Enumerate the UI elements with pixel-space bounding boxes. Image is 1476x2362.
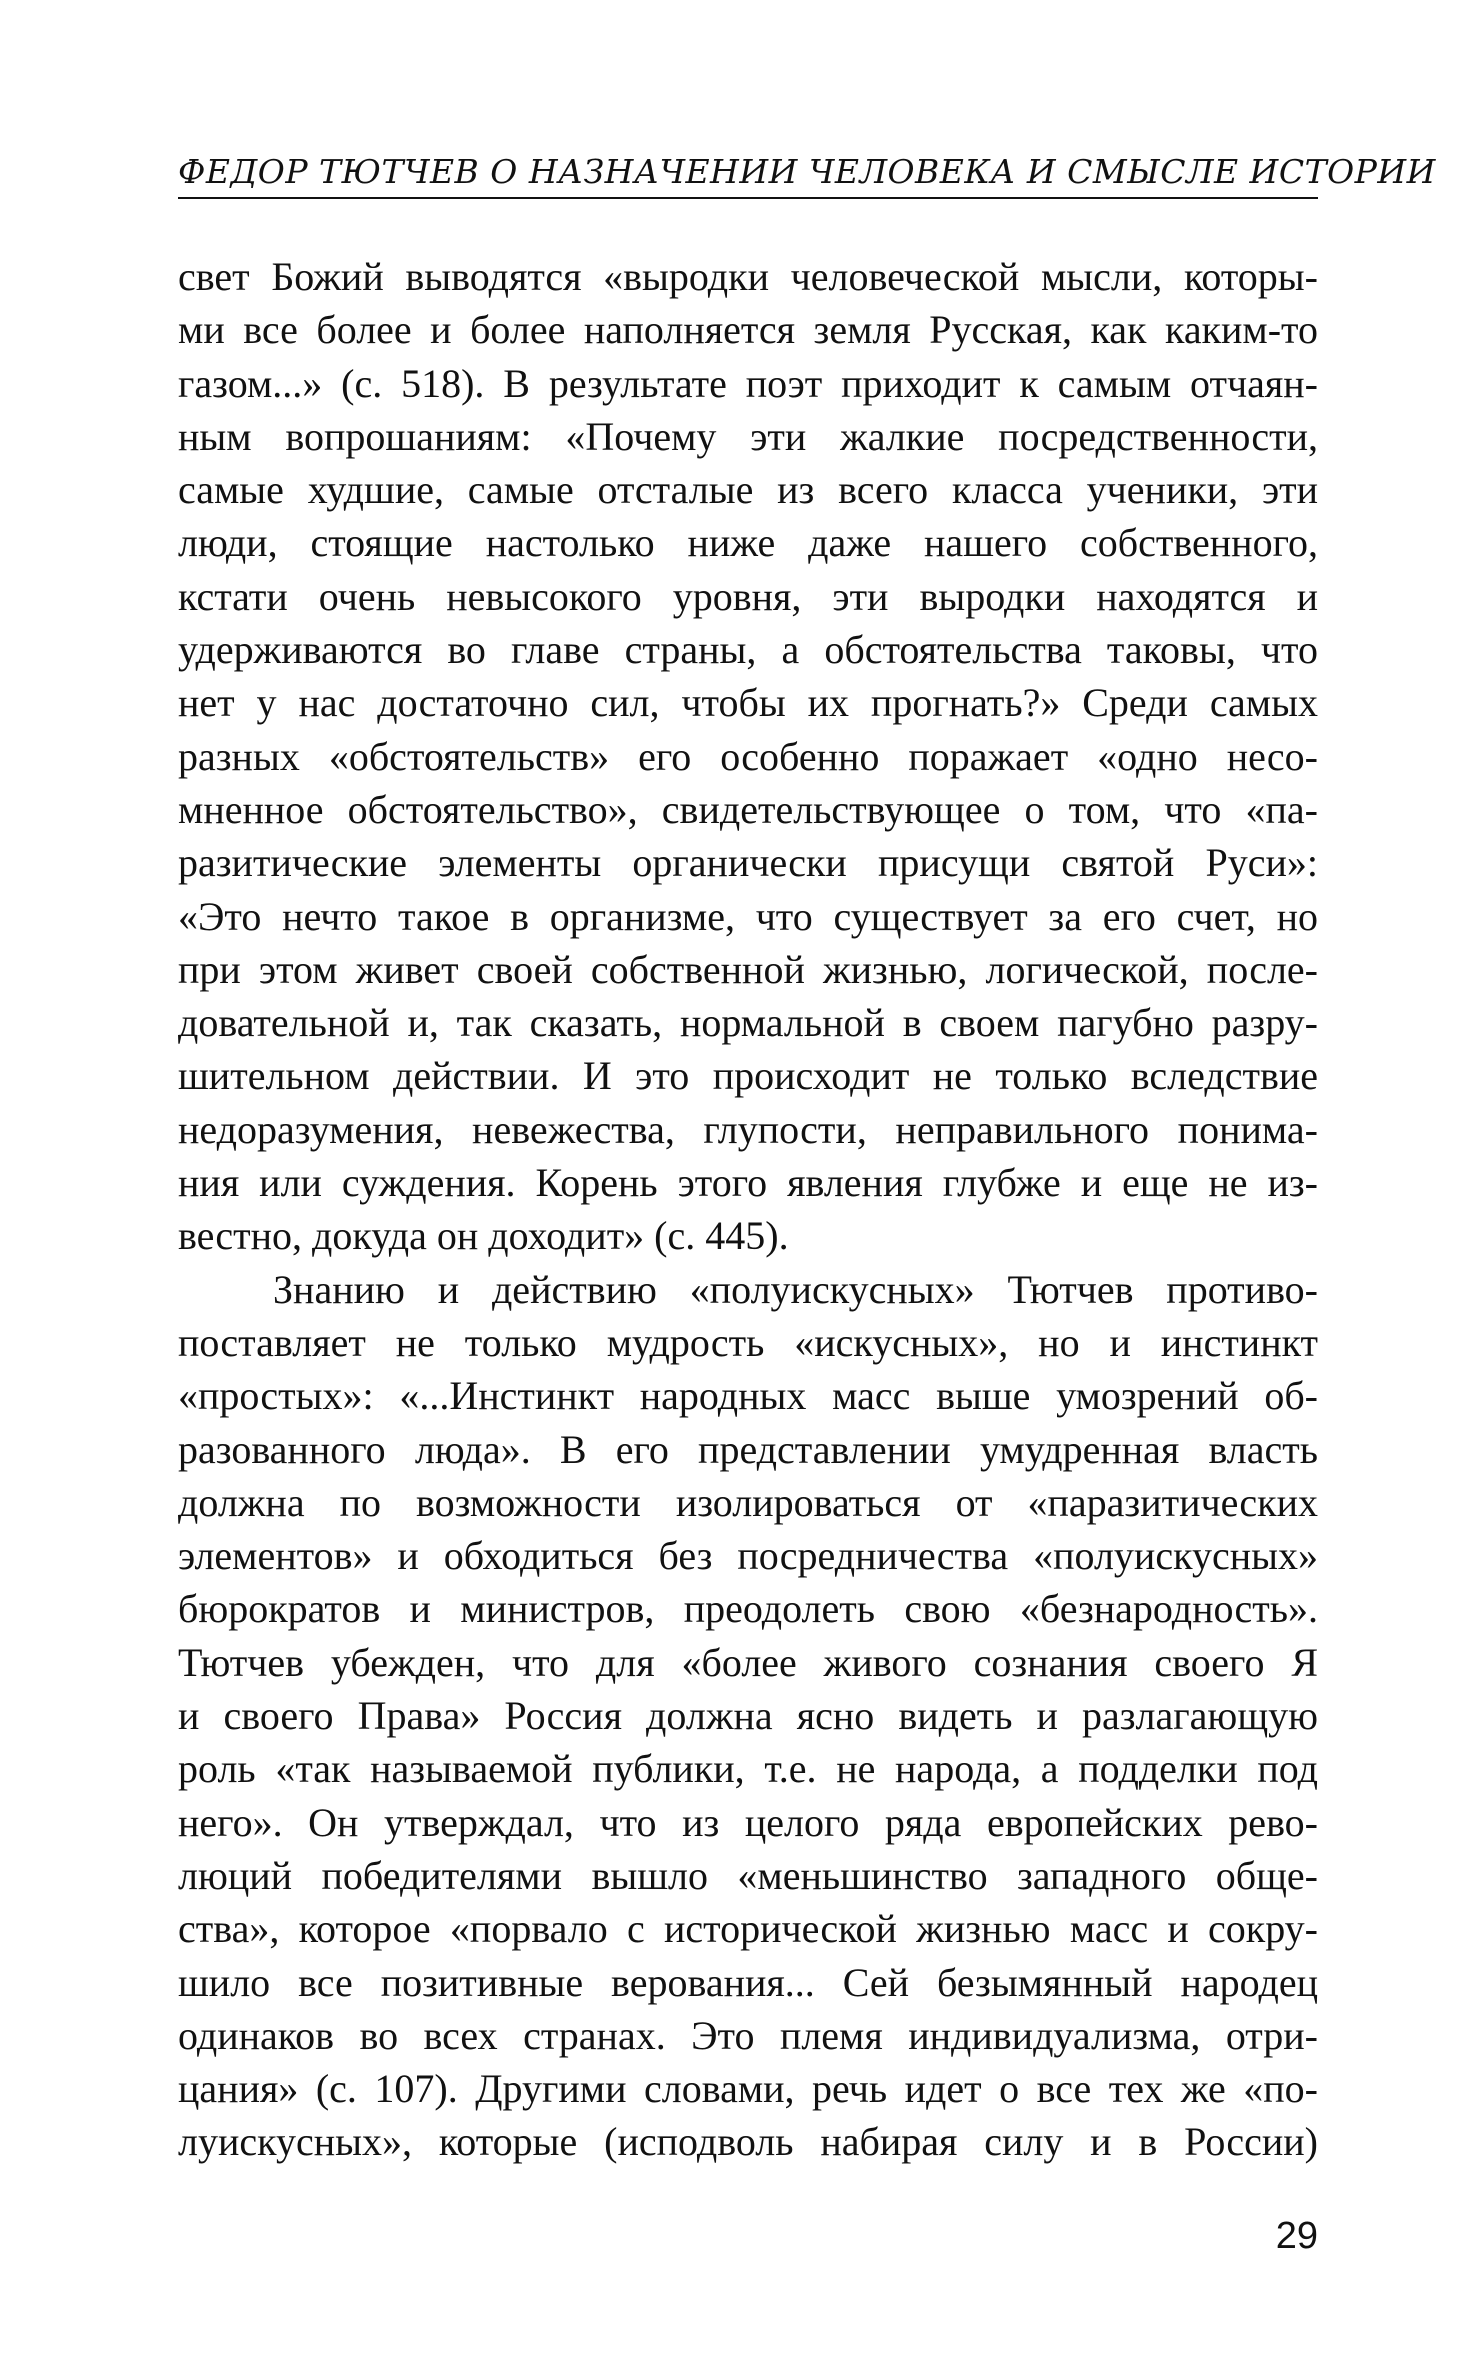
running-header: ФЕДОР ТЮТЧЕВ О НАЗНАЧЕНИИ ЧЕЛОВЕКА И СМЫСЛЕ ИСТОРИИ bbox=[178, 152, 1436, 191]
text-line: луискусных», которые (исподволь набирая силу и в России) bbox=[178, 2119, 1318, 2165]
text-line: при этом живет своей собственной жизнью, логической, после- bbox=[178, 946, 1318, 992]
body-text bbox=[178, 250, 1318, 2169]
text-line: должна по возможности изолироваться от «паразитических bbox=[178, 1479, 1318, 1525]
text-line: разованного люда». В его представлении умудренная власть bbox=[178, 1426, 1318, 1472]
text-line: свет Божий выводятся «выродки человеческой мысли, которы- bbox=[178, 254, 1318, 299]
text-line: «Это нечто такое в организме, что существует за его счет, но bbox=[178, 893, 1318, 939]
text-line: недоразумения, невежества, глупости, неправильного понима- bbox=[178, 1106, 1318, 1152]
text-line: довательной и, так сказать, нормальной в своем пагубно разру- bbox=[178, 1000, 1318, 1046]
text-line: Тютчев убежден, что для «более живого сознания своего Я bbox=[178, 1639, 1318, 1685]
text-line: ства», которое «порвало с исторической жизнью масс и сокру- bbox=[178, 1906, 1318, 1952]
text-line: и своего Права» Россия должна ясно видеть и разлагающую bbox=[178, 1693, 1318, 1739]
text-line: шило все позитивные верования... Сей безымянный народец bbox=[178, 1959, 1318, 2005]
text-line: элементов» и обходиться без посредничества «полуискусных» bbox=[178, 1533, 1318, 1579]
text-line: люди, стоящие настолько ниже даже нашего собственного, bbox=[178, 520, 1318, 566]
text-line: ми все более и более наполняется земля Русская, как каким-то bbox=[178, 307, 1318, 353]
text-line: одинаков во всех странах. Это племя индивидуализма, отри- bbox=[178, 2012, 1318, 2058]
text-line: газом...» (с. 518). В результате поэт приходит к самым отчаян- bbox=[178, 360, 1318, 406]
text-line: «простых»: «...Инстинкт народных масс выше умозрений об- bbox=[178, 1373, 1318, 1419]
text-line: нет у нас достаточно сил, чтобы их прогнать?» Среди самых bbox=[178, 680, 1318, 726]
text-line: мненное обстоятельство», свидетельствующее о том, что «па- bbox=[178, 786, 1318, 832]
text-line: самые худшие, самые отсталые из всего класса ученики, эти bbox=[178, 467, 1318, 513]
text-line: разитические элементы органически присущи святой Руси»: bbox=[178, 840, 1318, 886]
text-line: разных «обстоятельств» его особенно поражает «одно несо- bbox=[178, 733, 1318, 779]
text-line: него». Он утверждал, что из целого ряда европейских рево- bbox=[178, 1799, 1318, 1845]
text-line: люций победителями вышло «меньшинство западного обще- bbox=[178, 1852, 1318, 1898]
text-line: шительном действии. И это происходит не только вследствие bbox=[178, 1053, 1318, 1099]
header-rule bbox=[178, 197, 1318, 199]
paragraph-first-line: Знанию и действию «полуискусных» Тютчев противо- bbox=[273, 1266, 1318, 1312]
text-line: кстати очень невысокого уровня, эти выродки находятся и bbox=[178, 573, 1318, 619]
text-line: поставляет не только мудрость «искусных», но и инстинкт bbox=[178, 1319, 1318, 1365]
text-line: цания» (с. 107). Другими словами, речь идет о все тех же «по- bbox=[178, 2066, 1318, 2112]
text-line: роль «так называемой публики, т.е. не народа, а подделки под bbox=[178, 1746, 1318, 1792]
text-line: удерживаются во главе страны, а обстоятельства таковы, что bbox=[178, 627, 1318, 673]
paragraph-last-line: вестно, докуда он доходит» (с. 445). bbox=[178, 1213, 789, 1259]
page-number: 29 bbox=[1275, 2215, 1318, 2257]
text-line: ния или суждения. Корень этого явления глубже и еще не из- bbox=[178, 1160, 1318, 1206]
text-line: бюрократов и министров, преодолеть свою «безнародность». bbox=[178, 1586, 1318, 1632]
text-line: ным вопрошаниям: «Почему эти жалкие посредственности, bbox=[178, 413, 1318, 459]
